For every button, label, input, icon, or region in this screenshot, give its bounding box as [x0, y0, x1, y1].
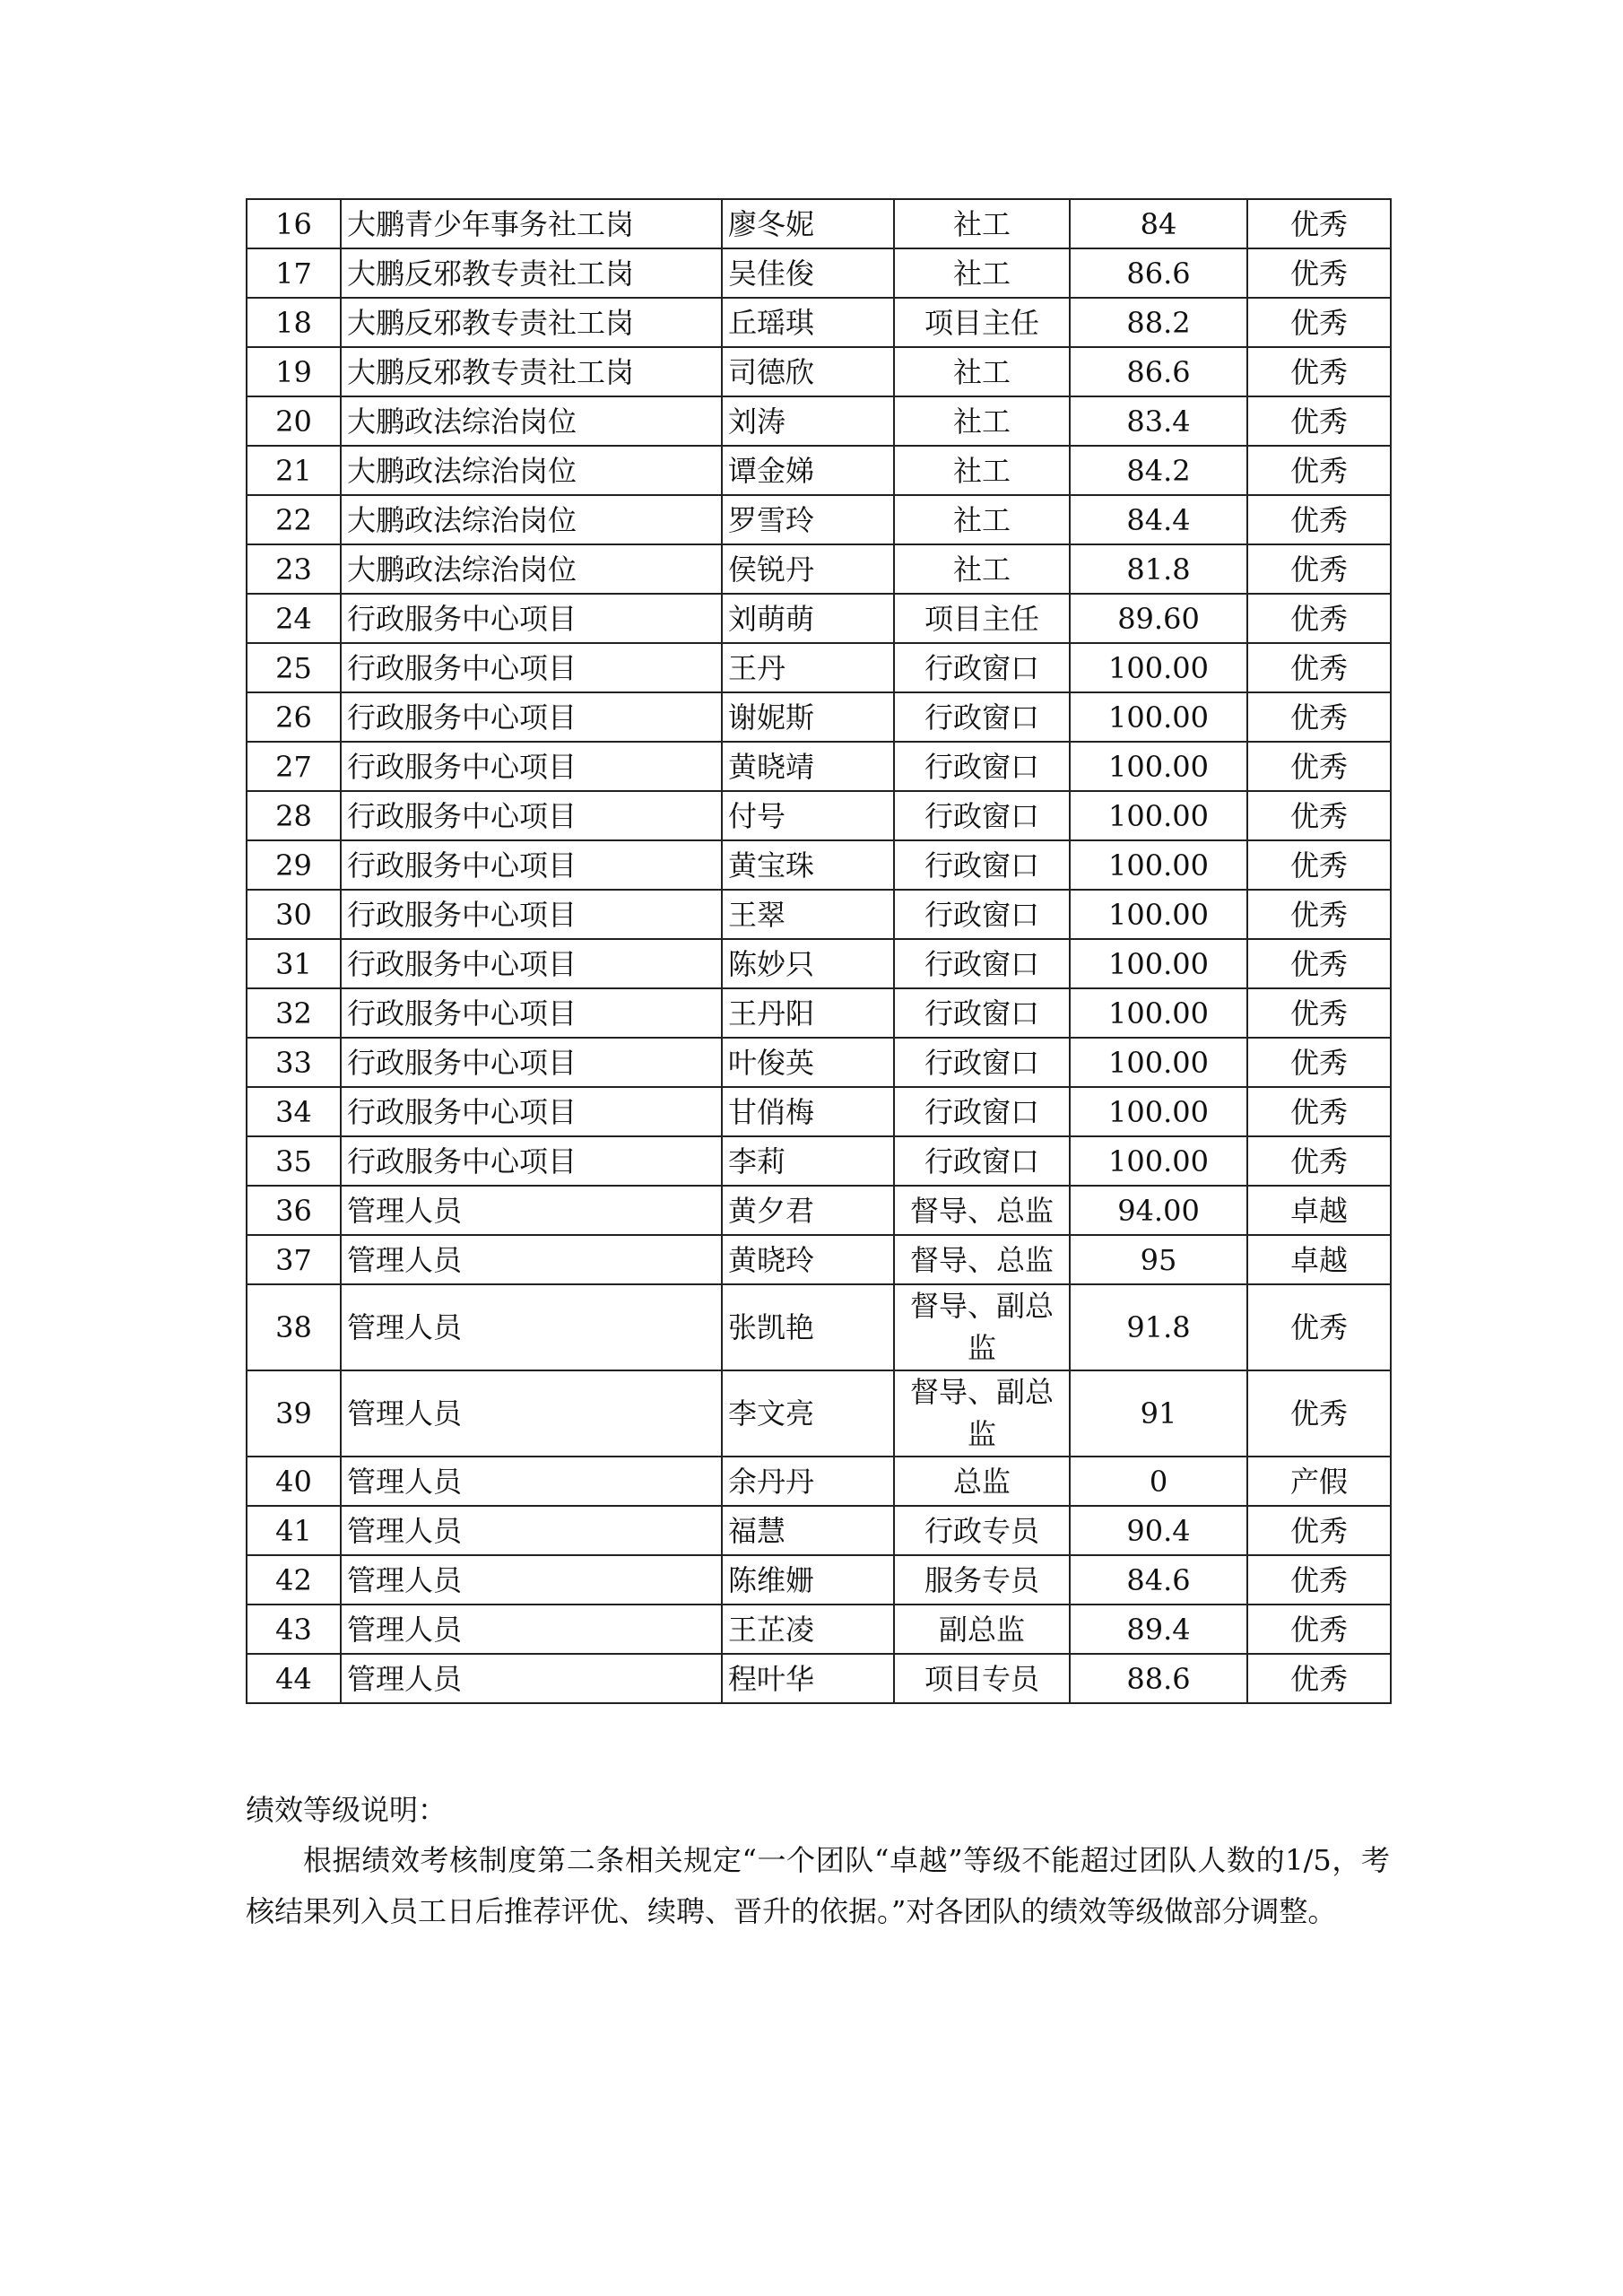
- score-cell: 100.00: [1070, 1038, 1247, 1087]
- grade-cell: 优秀: [1247, 1370, 1391, 1457]
- table-row: [247, 347, 1391, 396]
- role-cell: 行政窗口: [894, 692, 1070, 742]
- team-cell: 管理人员: [341, 1506, 722, 1555]
- team-cell: 行政服务中心项目: [341, 1087, 722, 1136]
- name-cell: 陈妙只: [722, 939, 894, 988]
- role-cell: 行政窗口: [894, 742, 1070, 791]
- role-cell: 督导、副总监: [894, 1284, 1070, 1370]
- team-cell: 管理人员: [341, 1605, 722, 1654]
- role-cell: 社工: [894, 446, 1070, 495]
- score-cell: 89.60: [1070, 594, 1247, 643]
- row-number: 20: [247, 396, 341, 446]
- row-number: 17: [247, 248, 341, 298]
- team-cell: 行政服务中心项目: [341, 742, 722, 791]
- table-row: [247, 1186, 1391, 1235]
- grade-cell: 优秀: [1247, 1087, 1391, 1136]
- score-cell: 100.00: [1070, 1136, 1247, 1186]
- grade-cell: 优秀: [1247, 1136, 1391, 1186]
- grade-cell: 优秀: [1247, 1506, 1391, 1555]
- team-cell: 行政服务中心项目: [341, 840, 722, 890]
- role-cell: 行政窗口: [894, 1136, 1070, 1186]
- team-cell: 大鹏政法综治岗位: [341, 495, 722, 544]
- table-row: [247, 298, 1391, 347]
- name-cell: 王丹阳: [722, 988, 894, 1038]
- score-cell: 100.00: [1070, 742, 1247, 791]
- name-cell: 黄晓靖: [722, 742, 894, 791]
- row-number: 40: [247, 1457, 341, 1506]
- row-number: 32: [247, 988, 341, 1038]
- role-cell: 督导、副总监: [894, 1370, 1070, 1457]
- grade-cell: 优秀: [1247, 594, 1391, 643]
- row-number: 24: [247, 594, 341, 643]
- table-row: [247, 692, 1391, 742]
- name-cell: 刘萌萌: [722, 594, 894, 643]
- table-row: [247, 890, 1391, 939]
- table-row: [247, 396, 1391, 446]
- role-cell: 总监: [894, 1457, 1070, 1506]
- score-cell: 84.2: [1070, 446, 1247, 495]
- name-cell: 张凯艳: [722, 1284, 894, 1370]
- row-number: 26: [247, 692, 341, 742]
- table-row: [247, 939, 1391, 988]
- table-row: [247, 1506, 1391, 1555]
- team-cell: 管理人员: [341, 1370, 722, 1457]
- row-number: 28: [247, 791, 341, 840]
- table-row: [247, 544, 1391, 594]
- score-cell: 91: [1070, 1370, 1247, 1457]
- grade-cell: 优秀: [1247, 1555, 1391, 1605]
- grade-cell: 卓越: [1247, 1235, 1391, 1284]
- row-number: 27: [247, 742, 341, 791]
- role-cell: 行政窗口: [894, 1087, 1070, 1136]
- row-number: 38: [247, 1284, 341, 1370]
- team-cell: 大鹏青少年事务社工岗: [341, 199, 722, 248]
- grade-cell: 优秀: [1247, 988, 1391, 1038]
- grade-cell: 优秀: [1247, 446, 1391, 495]
- score-cell: 100.00: [1070, 791, 1247, 840]
- team-cell: 管理人员: [341, 1284, 722, 1370]
- score-cell: 100.00: [1070, 988, 1247, 1038]
- grade-cell: 优秀: [1247, 396, 1391, 446]
- table-row: [247, 1370, 1391, 1457]
- grade-cell: 优秀: [1247, 495, 1391, 544]
- name-cell: 谭金娣: [722, 446, 894, 495]
- row-number: 29: [247, 840, 341, 890]
- score-cell: 100.00: [1070, 643, 1247, 692]
- name-cell: 余丹丹: [722, 1457, 894, 1506]
- name-cell: 侯锐丹: [722, 544, 894, 594]
- name-cell: 廖冬妮: [722, 199, 894, 248]
- score-cell: 88.2: [1070, 298, 1247, 347]
- table-row: [247, 1654, 1391, 1703]
- role-cell: 社工: [894, 544, 1070, 594]
- score-cell: 100.00: [1070, 840, 1247, 890]
- role-cell: 督导、总监: [894, 1235, 1070, 1284]
- row-number: 18: [247, 298, 341, 347]
- role-cell: 社工: [894, 347, 1070, 396]
- table-row: [247, 199, 1391, 248]
- team-cell: 管理人员: [341, 1235, 722, 1284]
- team-cell: 管理人员: [341, 1186, 722, 1235]
- score-cell: 81.8: [1070, 544, 1247, 594]
- grade-cell: 优秀: [1247, 544, 1391, 594]
- role-cell: 项目专员: [894, 1654, 1070, 1703]
- row-number: 42: [247, 1555, 341, 1605]
- role-cell: 社工: [894, 495, 1070, 544]
- row-number: 21: [247, 446, 341, 495]
- role-cell: 社工: [894, 248, 1070, 298]
- team-cell: 行政服务中心项目: [341, 594, 722, 643]
- score-cell: 86.6: [1070, 347, 1247, 396]
- team-cell: 大鹏反邪教专责社工岗: [341, 298, 722, 347]
- grade-cell: 优秀: [1247, 1038, 1391, 1087]
- name-cell: 王丹: [722, 643, 894, 692]
- score-cell: 0: [1070, 1457, 1247, 1506]
- name-cell: 付号: [722, 791, 894, 840]
- table-row: [247, 1605, 1391, 1654]
- notes-heading: 绩效等级说明：: [246, 1793, 447, 1827]
- grade-cell: 优秀: [1247, 742, 1391, 791]
- name-cell: 程叶华: [722, 1654, 894, 1703]
- table-row: [247, 1087, 1391, 1136]
- table-row: [247, 1235, 1391, 1284]
- role-cell: 督导、总监: [894, 1186, 1070, 1235]
- name-cell: 黄夕君: [722, 1186, 894, 1235]
- role-cell: 行政窗口: [894, 840, 1070, 890]
- table-row: [247, 1555, 1391, 1605]
- team-cell: 行政服务中心项目: [341, 643, 722, 692]
- name-cell: 福慧: [722, 1506, 894, 1555]
- score-cell: 84.6: [1070, 1555, 1247, 1605]
- name-cell: 陈维姗: [722, 1555, 894, 1605]
- score-cell: 100.00: [1070, 692, 1247, 742]
- table-row: [247, 840, 1391, 890]
- name-cell: 黄晓玲: [722, 1235, 894, 1284]
- table-row: [247, 1136, 1391, 1186]
- role-cell: 行政窗口: [894, 988, 1070, 1038]
- role-cell: 行政窗口: [894, 791, 1070, 840]
- team-cell: 管理人员: [341, 1654, 722, 1703]
- role-cell: 服务专员: [894, 1555, 1070, 1605]
- row-number: 41: [247, 1506, 341, 1555]
- name-cell: 李文亮: [722, 1370, 894, 1457]
- score-cell: 95: [1070, 1235, 1247, 1284]
- table-row: [247, 495, 1391, 544]
- row-number: 34: [247, 1087, 341, 1136]
- team-cell: 行政服务中心项目: [341, 1136, 722, 1186]
- team-cell: 行政服务中心项目: [341, 1038, 722, 1087]
- notes-paragraph: 根据绩效考核制度第二条相关规定“一个团队“卓越”等级不能超过团队人数的1/5，考核结果列入员工日后推荐评优、续聘、晋升的依据。”对各团队的绩效等级做部分调整。: [246, 1843, 1390, 1928]
- score-cell: 90.4: [1070, 1506, 1247, 1555]
- grade-cell: 优秀: [1247, 939, 1391, 988]
- name-cell: 司德欣: [722, 347, 894, 396]
- name-cell: 丘瑶琪: [722, 298, 894, 347]
- team-cell: 行政服务中心项目: [341, 791, 722, 840]
- name-cell: 刘涛: [722, 396, 894, 446]
- performance-table: [246, 198, 1392, 1704]
- grade-cell: 优秀: [1247, 1605, 1391, 1654]
- score-cell: 91.8: [1070, 1284, 1247, 1370]
- row-number: 19: [247, 347, 341, 396]
- role-cell: 行政窗口: [894, 939, 1070, 988]
- score-cell: 88.6: [1070, 1654, 1247, 1703]
- row-number: 43: [247, 1605, 341, 1654]
- table-row: [247, 643, 1391, 692]
- name-cell: 罗雪玲: [722, 495, 894, 544]
- team-cell: 大鹏政法综治岗位: [341, 544, 722, 594]
- team-cell: 行政服务中心项目: [341, 939, 722, 988]
- team-cell: 大鹏反邪教专责社工岗: [341, 347, 722, 396]
- grade-cell: 优秀: [1247, 199, 1391, 248]
- row-number: 33: [247, 1038, 341, 1087]
- score-cell: 100.00: [1070, 939, 1247, 988]
- row-number: 30: [247, 890, 341, 939]
- name-cell: 李莉: [722, 1136, 894, 1186]
- score-cell: 100.00: [1070, 890, 1247, 939]
- row-number: 22: [247, 495, 341, 544]
- name-cell: 王芷凌: [722, 1605, 894, 1654]
- grade-cell: 优秀: [1247, 298, 1391, 347]
- table-row: [247, 988, 1391, 1038]
- grade-cell: 优秀: [1247, 643, 1391, 692]
- grade-cell: 产假: [1247, 1457, 1391, 1506]
- row-number: 44: [247, 1654, 341, 1703]
- table-row: [247, 1038, 1391, 1087]
- row-number: 37: [247, 1235, 341, 1284]
- row-number: 36: [247, 1186, 341, 1235]
- team-cell: 行政服务中心项目: [341, 988, 722, 1038]
- grade-cell: 卓越: [1247, 1186, 1391, 1235]
- table-row: [247, 248, 1391, 298]
- table-row: [247, 791, 1391, 840]
- grade-cell: 优秀: [1247, 248, 1391, 298]
- table-row: [247, 1457, 1391, 1506]
- team-cell: 大鹏政法综治岗位: [341, 396, 722, 446]
- grade-cell: 优秀: [1247, 840, 1391, 890]
- team-cell: 大鹏政法综治岗位: [341, 446, 722, 495]
- name-cell: 甘俏梅: [722, 1087, 894, 1136]
- grade-cell: 优秀: [1247, 692, 1391, 742]
- team-cell: 行政服务中心项目: [341, 692, 722, 742]
- role-cell: 项目主任: [894, 298, 1070, 347]
- row-number: 31: [247, 939, 341, 988]
- role-cell: 社工: [894, 199, 1070, 248]
- row-number: 35: [247, 1136, 341, 1186]
- role-cell: 行政专员: [894, 1506, 1070, 1555]
- score-cell: 86.6: [1070, 248, 1247, 298]
- score-cell: 89.4: [1070, 1605, 1247, 1654]
- row-number: 25: [247, 643, 341, 692]
- grade-cell: 优秀: [1247, 791, 1391, 840]
- name-cell: 王翠: [722, 890, 894, 939]
- score-cell: 83.4: [1070, 396, 1247, 446]
- grade-cell: 优秀: [1247, 1284, 1391, 1370]
- row-number: 23: [247, 544, 341, 594]
- grade-cell: 优秀: [1247, 890, 1391, 939]
- name-cell: 谢妮斯: [722, 692, 894, 742]
- team-cell: 管理人员: [341, 1555, 722, 1605]
- role-cell: 行政窗口: [894, 643, 1070, 692]
- role-cell: 社工: [894, 396, 1070, 446]
- team-cell: 行政服务中心项目: [341, 890, 722, 939]
- table-row: [247, 742, 1391, 791]
- table-row: [247, 1284, 1391, 1370]
- score-cell: 84: [1070, 199, 1247, 248]
- name-cell: 叶俊英: [722, 1038, 894, 1087]
- score-cell: 94.00: [1070, 1186, 1247, 1235]
- grade-notes: [246, 1785, 1390, 1937]
- role-cell: 副总监: [894, 1605, 1070, 1654]
- name-cell: 黄宝珠: [722, 840, 894, 890]
- performance-table-body: [247, 199, 1391, 1703]
- score-cell: 84.4: [1070, 495, 1247, 544]
- table-row: [247, 594, 1391, 643]
- grade-cell: 优秀: [1247, 1654, 1391, 1703]
- grade-cell: 优秀: [1247, 347, 1391, 396]
- score-cell: 100.00: [1070, 1087, 1247, 1136]
- row-number: 16: [247, 199, 341, 248]
- team-cell: 管理人员: [341, 1457, 722, 1506]
- row-number: 39: [247, 1370, 341, 1457]
- role-cell: 行政窗口: [894, 1038, 1070, 1087]
- team-cell: 大鹏反邪教专责社工岗: [341, 248, 722, 298]
- role-cell: 项目主任: [894, 594, 1070, 643]
- table-row: [247, 446, 1391, 495]
- name-cell: 吴佳俊: [722, 248, 894, 298]
- role-cell: 行政窗口: [894, 890, 1070, 939]
